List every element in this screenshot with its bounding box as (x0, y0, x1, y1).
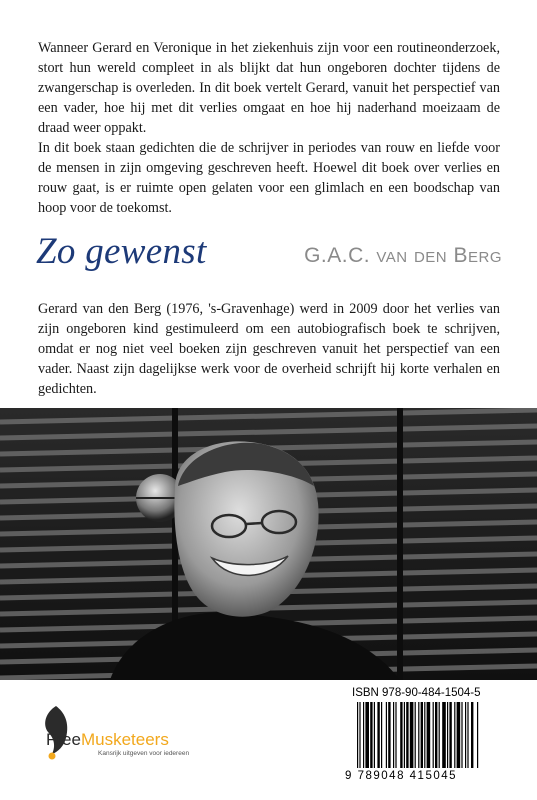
barcode-bar (435, 702, 437, 768)
barcode-bar (471, 702, 473, 768)
publisher-logo (36, 700, 226, 760)
barcode-bar (424, 702, 425, 768)
barcode-bar (377, 702, 379, 768)
barcode-digits-text: 9 789048 415045 (345, 770, 458, 782)
barcode-bar (374, 702, 375, 768)
barcode-bar (467, 702, 468, 768)
bio-paragraph: Gerard van den Berg (1976, 's-Gravenhage) werd in 2009 door het verlies van zijn ongeboren kind gestimuleerd om een autobiografisch boek te schrijven, omdat er nog niet veel boeken zijn geschreven vanuit het perspectief van een vader. Naast zijn dagelijkse werk voor de overheid schrijft hij korte verhalen en gedichten. (38, 301, 500, 397)
barcode-bar (418, 702, 419, 768)
publisher-tagline: Kansrijk uitgeven voor iedereen (98, 750, 190, 757)
publisher-name-musketeers: Musketeers (80, 730, 169, 749)
barcode-digits (345, 770, 510, 782)
barcode-bar (449, 702, 451, 768)
barcode-bar (465, 702, 466, 768)
barcode-bar (386, 702, 387, 768)
barcode-bar (365, 702, 369, 768)
author-text: G.A.C. van den Berg (304, 244, 502, 267)
barcode-bar (433, 702, 434, 768)
barcode-bar (370, 702, 372, 768)
barcode-bar (388, 702, 390, 768)
barcode-bars (345, 702, 510, 772)
barcode-bar (357, 702, 358, 768)
barcode-bar (404, 702, 405, 768)
barcode-bar (421, 702, 423, 768)
blurb-paragraph: Wanneer Gerard en Veronique in het ziekenhuis zijn voor een routineonderzoek, stort hun wereld compleet in als blijkt dat hun ongeboren dochter tijdens de zwangerschap is overleden. In dit boek vertelt Gerard, vanuit het perspectief van een vader, hoe hij met dit verlies omgaat en hoe hij naderhand moeizaam de draad weer oppakt. (38, 40, 500, 136)
barcode-bar (454, 702, 455, 768)
barcode-bar (381, 702, 382, 768)
author-bio (38, 299, 500, 399)
barcode-bar (457, 702, 461, 768)
barcode-bar (363, 702, 364, 768)
barcode-bar (461, 702, 462, 768)
blurb-paragraph: In dit boek staan gedichten die de schrijver in periodes van rouw en liefde voor de mensen in zijn omgeving geschreven heeft. Hoewel dit boek over verlies en rouw gaat, is er ruimte open gelaten voor een glimlach en een boodschap van hoop voor de toekomst. (38, 140, 500, 216)
barcode-bar (395, 702, 396, 768)
author-name (304, 244, 502, 268)
barcode-bar (406, 702, 408, 768)
author-photo (0, 408, 537, 680)
barcode-bar (410, 702, 414, 768)
book-title: Zo gewenst (36, 231, 207, 272)
barcode-bar (477, 702, 478, 768)
publisher-name (46, 730, 169, 750)
back-cover-blurb (38, 38, 500, 218)
title-row (36, 230, 502, 274)
barcode-bar (415, 702, 416, 768)
publisher-name-free: Free (46, 730, 81, 749)
isbn-barcode (345, 687, 510, 790)
barcode-bar (442, 702, 446, 768)
barcode-bar (447, 702, 448, 768)
barcode-bar (439, 702, 440, 768)
isbn-text: ISBN 978-90-484-1504-5 (352, 687, 481, 699)
barcode-bar (427, 702, 431, 768)
barcode-bar (400, 702, 402, 768)
barcode-bar (359, 702, 360, 768)
barcode-bar (393, 702, 394, 768)
author-photo-image (0, 408, 537, 680)
